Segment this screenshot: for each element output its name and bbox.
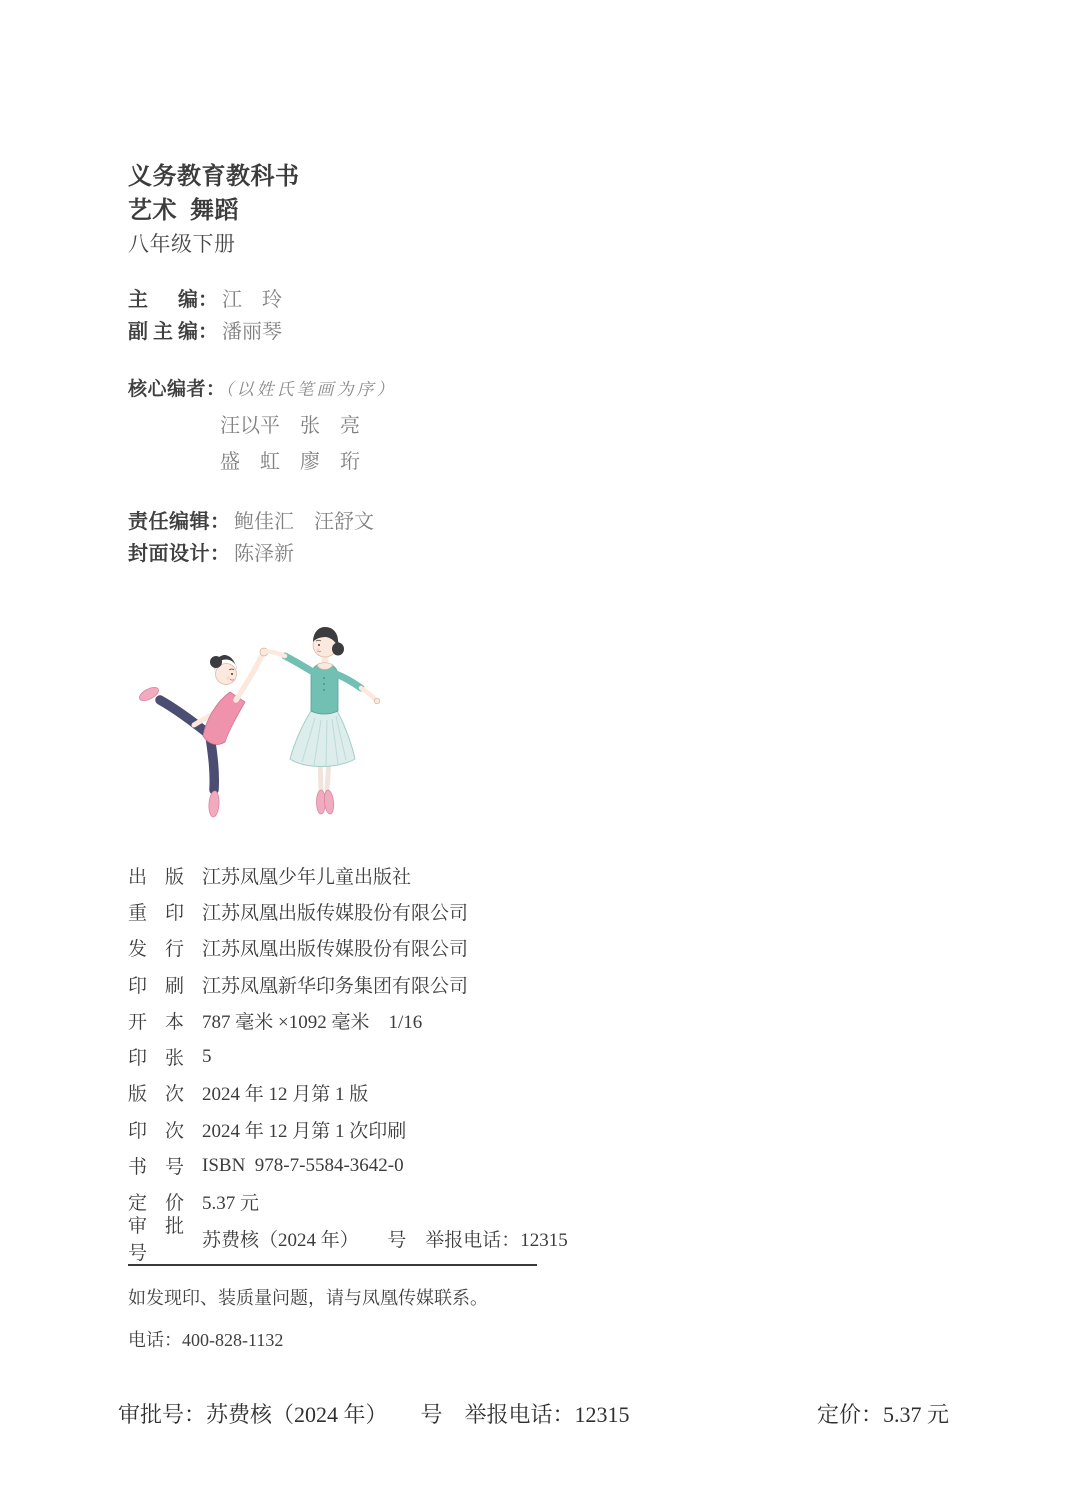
footer: [0, 1400, 1082, 1430]
core-editors-block: [128, 372, 397, 480]
row-value: 2024 年 12 月第 1 次印刷: [202, 1120, 407, 1142]
dancers-illustration: [118, 608, 428, 833]
row-label: 发行: [128, 939, 184, 961]
publication-row-approval: [128, 1216, 568, 1265]
row-value: 苏费核（2024 年） 号 举报电话：12315: [202, 1229, 568, 1251]
row-label: 印次: [128, 1120, 184, 1142]
book-grade: 八年级下册: [128, 232, 236, 256]
cover-design-name: 陈泽新: [234, 543, 294, 565]
row-label: 审批号: [128, 1216, 184, 1265]
row-label: 书号: [128, 1157, 184, 1179]
row-label: 出版: [128, 866, 184, 888]
publication-row-price: [128, 1184, 568, 1220]
row-label: 版次: [128, 1084, 184, 1106]
colon: ：: [210, 511, 230, 533]
row-value: 江苏凤凰少年儿童出版社: [202, 866, 412, 888]
core-editors-label: 核心编者: [128, 379, 207, 400]
core-editors-note: （以姓氏笔画为序）: [225, 380, 397, 399]
colon: ：: [198, 321, 218, 343]
chief-editor-row: [128, 284, 282, 316]
core-editors-row: [128, 372, 397, 408]
responsible-editor-names: 鲍佳汇 汪舒文: [234, 511, 374, 533]
student-dancer: [137, 648, 268, 817]
row-label: 重印: [128, 902, 184, 924]
chief-editor-label: 主编: [128, 289, 198, 311]
publication-row-printing: [128, 966, 568, 1002]
chief-editor-name: 江 玲: [222, 289, 282, 311]
deputy-editor-name: 潘丽琴: [222, 321, 282, 343]
core-editors-names-line1: 汪以平 张 亮: [220, 415, 360, 437]
row-value: 2024 年 12 月第 1 版: [202, 1084, 369, 1106]
publication-row-format: [128, 1002, 568, 1038]
footer-approval: 审批号：苏费核（2024 年） 号 举报电话：12315: [118, 1402, 630, 1427]
book-series: 义务教育教科书: [128, 164, 300, 190]
title-block: [128, 160, 300, 260]
publication-row-reprint: [128, 893, 568, 929]
deputy-editor-label: 副主编: [128, 321, 198, 343]
publication-row-sheets: [128, 1038, 568, 1074]
row-label: 印刷: [128, 975, 184, 997]
responsible-editor-row: [128, 506, 374, 538]
core-editors-names-line2: 盛 虹 廖 珩: [220, 451, 360, 473]
staff-block: [128, 506, 374, 570]
row-value: 江苏凤凰新华印务集团有限公司: [202, 975, 469, 997]
quality-notice-block: [128, 1277, 488, 1361]
divider-line: [128, 1264, 537, 1266]
row-label: 印张: [128, 1048, 184, 1070]
quality-notice-line: 如发现印、装质量问题，请与凤凰传媒联系。: [128, 1288, 488, 1308]
book-subject: 艺术 舞蹈: [128, 198, 239, 224]
row-value: 787 毫米 ×1092 毫米 1/16: [202, 1011, 423, 1033]
publication-list: [128, 857, 568, 1265]
deputy-editor-row: [128, 316, 282, 348]
row-value: ISBN 978-7-5584-3642-0: [202, 1154, 404, 1176]
colon: ：: [206, 379, 226, 400]
row-value: 5: [202, 1045, 212, 1067]
publication-row-edition: [128, 1075, 568, 1111]
row-value: 5.37 元: [202, 1193, 260, 1215]
teacher-dancer: [265, 627, 380, 814]
row-value: 江苏凤凰出版传媒股份有限公司: [202, 902, 469, 924]
colon: ：: [210, 543, 230, 565]
responsible-editor-label: 责任编辑: [128, 511, 210, 533]
contact-phone-line: 电话：400-828-1132: [128, 1330, 284, 1350]
cover-design-row: [128, 538, 374, 570]
row-label: 开本: [128, 1011, 184, 1033]
row-value: 江苏凤凰出版传媒股份有限公司: [202, 939, 469, 961]
editors-block: [128, 284, 282, 348]
colon: ：: [198, 289, 218, 311]
publication-row-publisher: [128, 857, 568, 893]
publication-row-distribution: [128, 930, 568, 966]
cover-design-label: 封面设计: [128, 543, 210, 565]
publication-row-impression: [128, 1111, 568, 1147]
publication-row-isbn: [128, 1147, 568, 1183]
row-label: 定价: [128, 1193, 184, 1215]
footer-price: 定价：5.37 元: [817, 1402, 950, 1427]
